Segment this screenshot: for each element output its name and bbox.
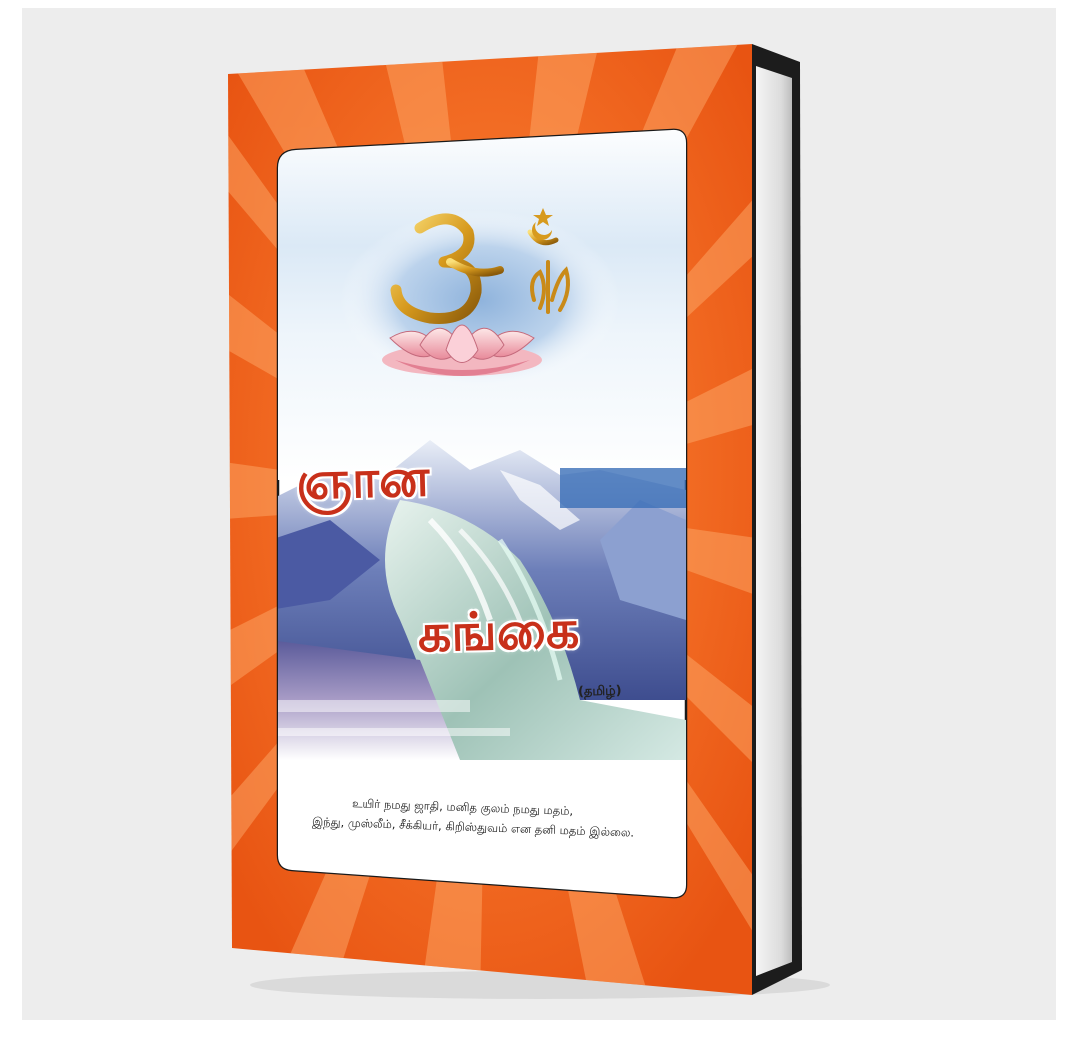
lotus-icon [382,325,542,376]
tagline-line2: இந்து, முஸ்லீம், சீக்கியர், கிறிஸ்துவம் என தனி மதம் இல்லை. [311,814,635,840]
language-label: (தமிழ்) [577,683,622,700]
book-title-line1: ஞான [295,448,431,512]
book-title-line2: கங்கை [417,599,580,665]
book-pages [756,66,792,976]
tagline-line1: உயிர் நமது ஜாதி, மனித குலம் நமது மதம், [351,796,574,818]
